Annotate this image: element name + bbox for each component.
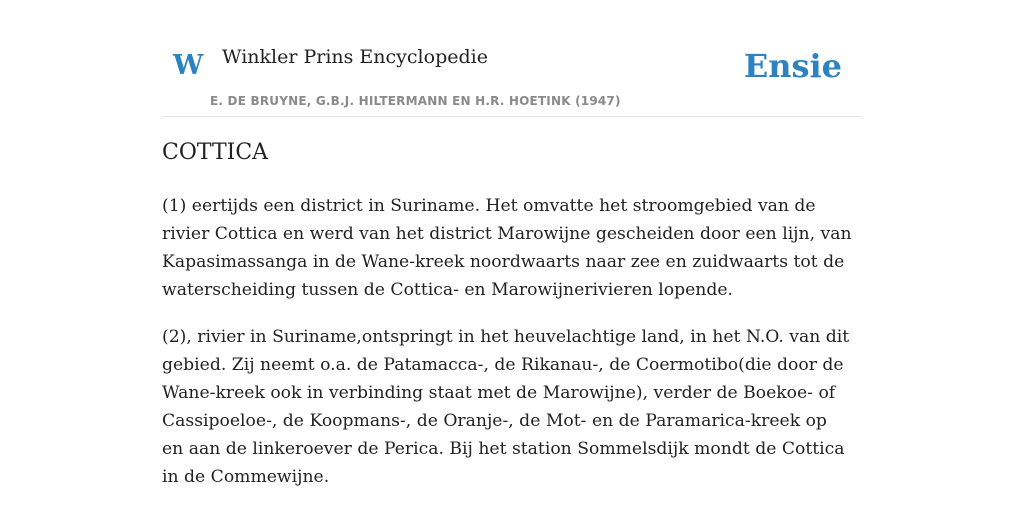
article-heading: COTTICA bbox=[162, 140, 269, 165]
header bbox=[162, 0, 862, 117]
encyclopedia-title[interactable]: Winkler Prins Encyclopedie bbox=[222, 46, 488, 68]
winkler-prins-logo-icon[interactable]: W bbox=[173, 50, 204, 81]
authors-line: E. DE BRUYNE, G.B.J. HILTERMANN EN H.R. HOETINK (1947) bbox=[210, 94, 621, 108]
article-paragraph: (1) eertijds een district in Suriname. Het omvatte het stroomgebied van de rivier Cottica en werd van het district Marowijne gescheiden door een lijn, van Kapasimassanga in de Wane-kreek noordwaarts naar zee en zuidwaarts tot de waterscheiding tussen de Cottica- en Marowijnerivieren lopende. bbox=[162, 196, 852, 300]
article-paragraph: (2), rivier in Suriname,ontspringt in het heuvelachtige land, in het N.O. van dit gebied. Zij neemt o.a. de Patamacca-, de Rikanau-, de Coermotibo(die door de Wane-kreek ook in verbinding staat met de Marowijne), verder de Boekoe- of Cassipoeloe-, de Koopmans-, de Oranje-, de Mot- en de Paramarica-kreek op en aan de linkeroever de Perica. Bij het station Sommelsdijk mondt de Cottica in de Commewijne. bbox=[162, 327, 850, 487]
ensie-logo[interactable]: Ensie bbox=[743, 47, 842, 85]
